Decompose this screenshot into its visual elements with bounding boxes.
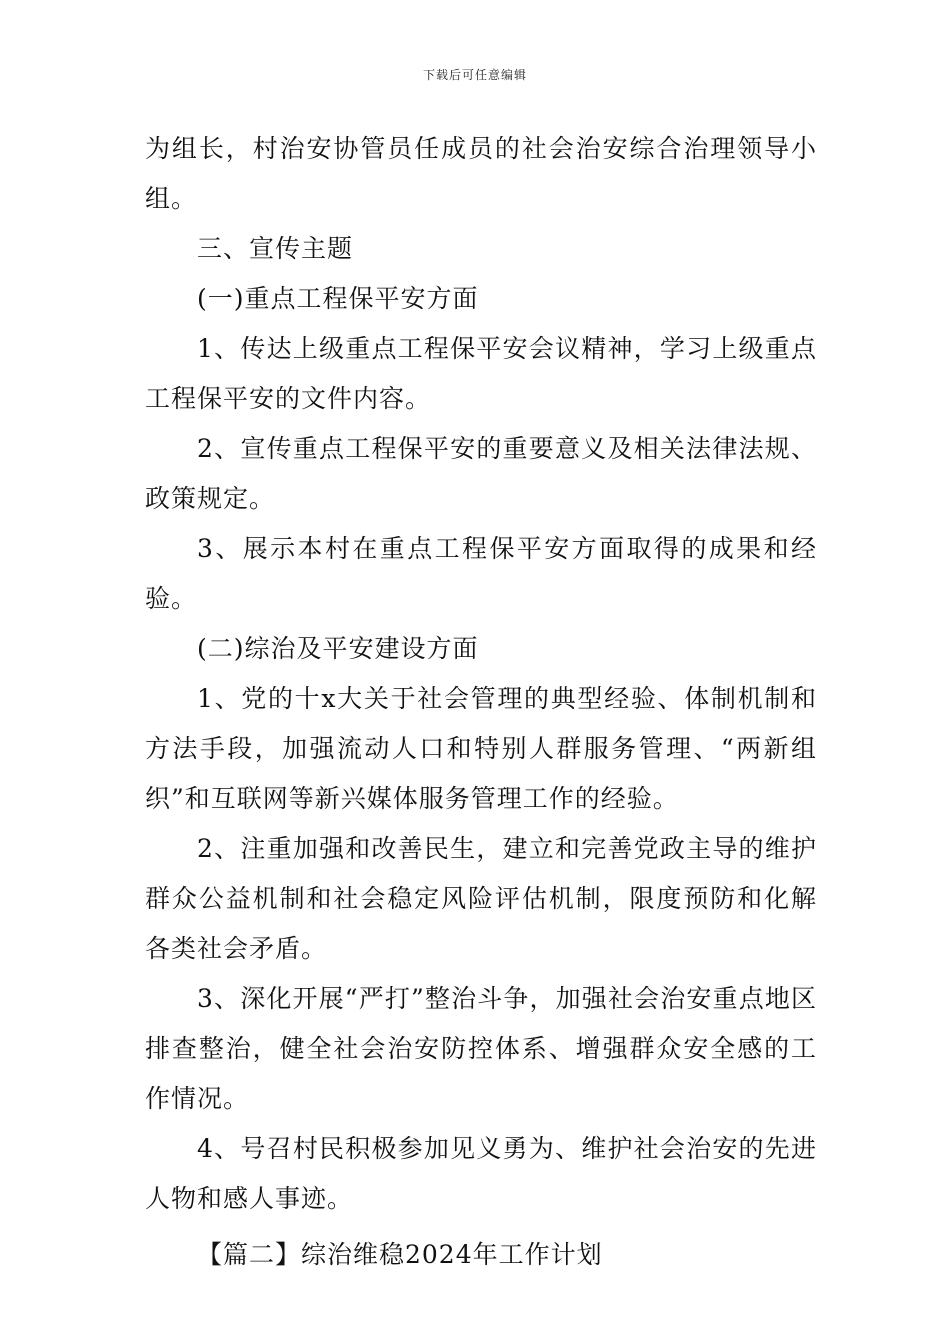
list-item-governance-4: 4、号召村民积极参加见义勇为、维护社会治安的先进人物和感人事迹。	[145, 1134, 817, 1213]
page-header-note: 下载后可任意编辑	[422, 68, 527, 82]
heading-publicity-theme: 三、宣传主题	[197, 234, 354, 263]
list-item-key-projects-2: 2、宣传重点工程保平安的重要意义及相关法律法规、政策规定。	[145, 434, 817, 513]
list-item-governance-3: 3、深化开展“严打”整治斗争，加强社会治安重点地区排查整治，健全社会治安防控体系、增强群众安全感的工作情况。	[145, 984, 817, 1113]
subheading-key-projects: (一)重点工程保平安方面	[197, 284, 479, 313]
list-item-key-projects-1: 1、传达上级重点工程保平安会议精神，学习上级重点工程保平安的文件内容。	[145, 334, 817, 413]
list-item-governance-2: 2、注重加强和改善民生，建立和完善党政主导的维护群众公益机制和社会稳定风险评估机制，限度预防和化解各类社会矛盾。	[145, 834, 817, 963]
list-item-governance-1: 1、党的十x大关于社会管理的典型经验、体制机制和方法手段，加强流动人口和特别人群服务管理、“两新组织”和互联网等新兴媒体服务管理工作的经验。	[145, 684, 817, 813]
paragraph-leader-group: 为组长，村治安协管员任成员的社会治安综合治理领导小组。	[145, 134, 817, 213]
document-body	[145, 124, 817, 1280]
list-item-key-projects-3: 3、展示本村在重点工程保平安方面取得的成果和经验。	[145, 534, 817, 613]
subheading-comprehensive-governance: (二)综治及平安建设方面	[197, 634, 479, 663]
section-title-part-two: 【篇二】综治维稳2024年工作计划	[197, 1240, 603, 1269]
